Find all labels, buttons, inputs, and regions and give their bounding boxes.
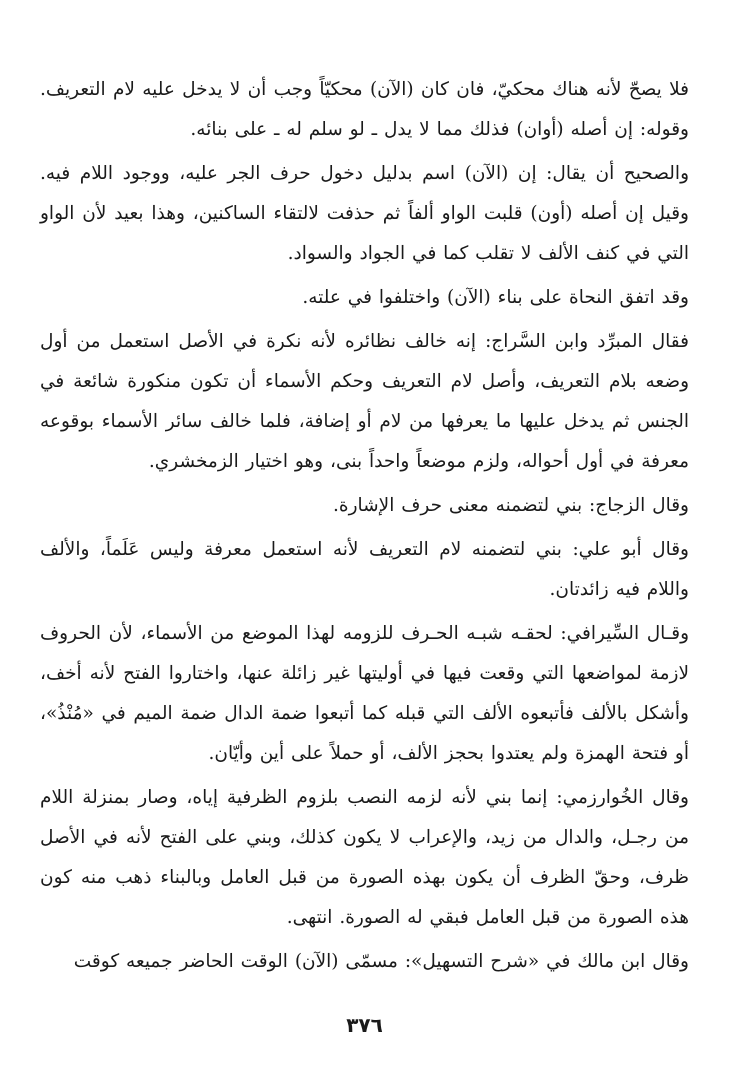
paragraph-2: والصحيح أن يقال: إن (الآن) اسم بدليل دخول حرف الجر عليه، ووجود اللام فيه. وقيل إن أصله (أون) قلبت الواو ألفاً ثم حذفت لالتقاء الساكنين، وهذا بعيد لأن الواو التي في كنف الألف لا تقلب كما في الجواد والسواد. — [40, 163, 689, 264]
body-text — [40, 70, 689, 982]
paragraph-4: فقال المبرِّد وابن السَّراج: إنه خالف نظائره لأنه نكرة في الأصل استعمل من أول وضعه بلام التعريف، وأصل لام التعريف وحكم الأسماء أن تكون منكورة شائعة في الجنس ثم يدخل عليها ما يعرفها من لام أو إضافة، فلما خالف سائر الأسماء بوقوعه معرفة في أول أحواله، ولزم موضعاً واحداً بنى، وهو اختيار الزمخشري. — [40, 331, 689, 472]
paragraph-9: وقال ابن مالك في «شرح التسهيل»: مسمّى (الآن) الوقت الحاضر جميعه كوقت — [73, 951, 689, 972]
paragraph-1: فلا يصحّ لأنه هناك محكيّ، فان كان (الآن) محكيّاً وجب أن لا يدخل عليه لام التعريف. وقوله: إن أصله (أوان) فذلك مما لا يدل ـ لو سلم له ـ على بنائه. — [40, 79, 689, 140]
paragraph-7: وقـال السِّيرافي: لحقـه شبـه الحـرف للزومه لهذا الموضع من الأسماء، لأن الحروف لازمة لمواضعها التي وقعت فيها في أوليتها غير زائلة عنها، واختاروا الفتح لأنه أخف، وأشكل بالألف فأتبعوه الألف التي قبله كما أتبعوا ضمة الدال ضمة الميم في «مُنْذُ»، أو فتحة الهمزة ولم يعتدوا بحجز الألف، أو حملاً على أين وأيّان. — [40, 623, 689, 764]
paragraph-6: وقال أبو علي: بني لتضمنه لام التعريف لأنه استعمل معرفة وليس عَلَماً، والألف واللام فيه زائدتان. — [40, 539, 689, 600]
page-number: ٣٧٦ — [346, 1013, 383, 1037]
paragraph-8: وقال الخُوارزمي: إنما بني لأنه لزمه النصب بلزوم الظرفية إياه، وصار بمنزلة اللام من رجـل، والدال من زيد، والإعراب لا يكون كذلك، وبني على الفتح لأنه في الأصل ظرف، وحقّ الظرف أن يكون بهذه الصورة من قبل العامل وبالبناء ذهب منه كون هذه الصورة من قبل العامل فبقي له الصورة. انتهى. — [40, 787, 689, 928]
paragraph-3: وقد اتفق النحاة على بناء (الآن) واختلفوا في علته. — [302, 287, 689, 308]
paragraph-5: وقال الزجاج: بني لتضمنه معنى حرف الإشارة. — [333, 495, 689, 516]
